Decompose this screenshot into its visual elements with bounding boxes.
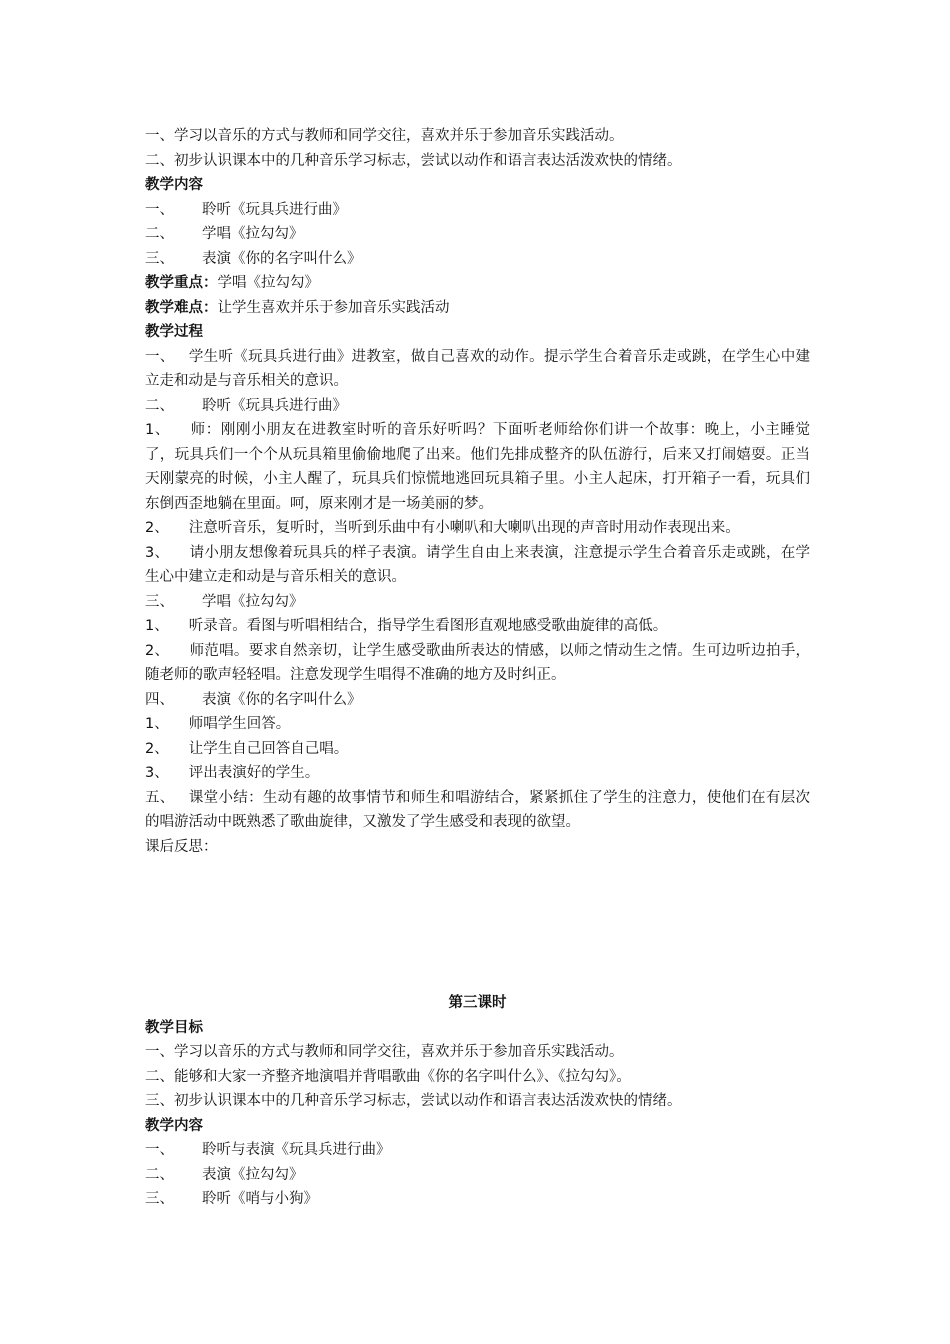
sub-item [145,541,810,590]
sub-item [145,639,810,688]
process-step [145,786,810,835]
goal-line: 一、学习以音乐的方式与教师和同学交往，喜欢并乐于参加音乐实践活动。 [145,1044,624,1060]
item-number: 三、 [145,250,174,267]
step-number: 二、 [145,397,174,414]
process-step [145,345,810,394]
item-text: 学唱《拉勾勾》 [202,226,304,242]
sub-text: 评出表演好的学生。 [188,765,320,781]
process-step [145,590,810,615]
content-item [145,247,810,272]
item-number: 三、 [145,1191,174,1207]
step-number: 一、 [145,348,175,365]
content-item [145,198,810,223]
sub-number: 1、 [145,716,169,732]
item-text: 表演《拉勾勾》 [202,1166,304,1183]
step-number: 三、 [145,593,174,610]
step-number: 五、 [145,789,175,806]
difficulty-point [145,296,810,321]
item-number: 二、 [145,1166,174,1183]
document-page [145,124,810,1212]
goal-line: 一、学习以音乐的方式与教师和同学交往，喜欢并乐于参加音乐实践活动。 [145,128,624,144]
sub-number: 2、 [145,740,169,757]
sub-number: 2、 [145,642,170,659]
goal-line: 二、能够和大家一齐整齐地演唱并背唱歌曲《你的名字叫什么》、《拉勾勾》。 [145,1068,631,1085]
sub-text: 师唱学生回答。 [188,716,291,732]
sub-item [145,516,810,541]
item-number: 二、 [145,226,174,242]
blank-space [145,859,810,991]
content-item [145,1187,810,1212]
sub-number: 2、 [145,520,169,536]
sub-item [145,761,810,786]
difficulty-label: 教学难点： [145,299,218,316]
item-text: 聆听《哨与小狗》 [202,1191,318,1207]
content-item [145,1138,810,1163]
sub-text: 让学生自己回答自己唱。 [188,740,349,757]
step-text: 学生听《玩具兵进行曲》进教室，做自己喜欢的动作。提示学生合着音乐走或跳，在学生心中建立走和动是与音乐相关的意识。 [145,348,810,389]
step-text: 表演《你的名字叫什么》 [202,691,362,708]
sub-number: 3、 [145,544,170,561]
item-text: 聆听与表演《玩具兵进行曲》 [202,1142,391,1158]
key-label: 教学重点： [145,275,218,291]
sub-text: 师：刚刚小朋友在进教室时听的音乐好听吗？下面听老师给你们讲一个故事：晚上，小主睡觉了，玩具兵们一个个从玩具箱里偷偷地爬了出来。他们先排成整齐的队伍游行，后来又打闹嬉耍。正当天刚蒙亮的时候，小主人醒了，玩具兵们惊慌地逃回玩具箱子里。小主人起床，打开箱子一看，玩具们东倒西歪地躺在里面。呵，原来刚才是一场美丽的梦。 [145,422,811,512]
sub-number: 1、 [145,422,170,438]
item-number: 一、 [145,201,174,218]
sub-text: 注意听音乐，复听时，当听到乐曲中有小喇叭和大喇叭出现的声音时用动作表现出来。 [188,520,740,536]
key-text: 学唱《拉勾勾》 [217,275,319,291]
difficulty-text: 让学生喜欢并乐于参加音乐实践活动 [217,299,450,316]
step-text: 聆听《玩具兵进行曲》 [202,397,347,414]
sub-number: 1、 [145,618,169,634]
lesson-title: 第三课时 [448,995,507,1011]
goal-line: 三、初步认识课本中的几种音乐学习标志，尝试以动作和语言表达活泼欢快的情绪。 [145,1093,682,1109]
goal-line: 二、初步认识课本中的几种音乐学习标志，尝试以动作和语言表达活泼欢快的情绪。 [145,152,682,169]
sub-text: 师范唱。要求自然亲切，让学生感受歌曲所表达的情感，以师之情动生之情。生可边听边拍手，随老师的歌声轻轻唱。注意发现学生唱得不准确的地方及时纠正。 [145,642,811,683]
sub-item [145,712,810,737]
step-text: 课堂小结：生动有趣的故事情节和师生和唱游结合，紧紧抓住了学生的注意力，使他们在有层次的唱游活动中既熟悉了歌曲旋律，又激发了学生感受和表现的欲望。 [145,789,810,830]
sub-text: 听录音。看图与听唱相结合，指导学生看图形直观地感受歌曲旋律的高低。 [188,618,668,634]
goals-heading: 教学目标 [145,1019,203,1036]
content-item [145,222,810,247]
item-text: 聆听《玩具兵进行曲》 [202,201,347,218]
item-number: 一、 [145,1142,174,1158]
content-item [145,1163,810,1188]
step-number: 四、 [145,691,174,708]
reflection-label: 课后反思： [145,838,218,855]
item-text: 表演《你的名字叫什么》 [202,250,362,267]
sub-item [145,614,810,639]
sub-text: 请小朋友想像着玩具兵的样子表演。请学生自由上来表演，注意提示学生合着音乐走或跳，在学生心中建立走和动是与音乐相关的意识。 [145,544,811,585]
sub-item [145,737,810,762]
sub-number: 3、 [145,765,169,781]
key-point [145,271,810,296]
sub-item [145,418,810,516]
step-text: 学唱《拉勾勾》 [202,593,304,610]
process-heading: 教学过程 [145,324,203,340]
content-heading: 教学内容 [145,177,203,193]
content-heading: 教学内容 [145,1117,203,1134]
process-step [145,688,810,713]
process-step [145,394,810,419]
